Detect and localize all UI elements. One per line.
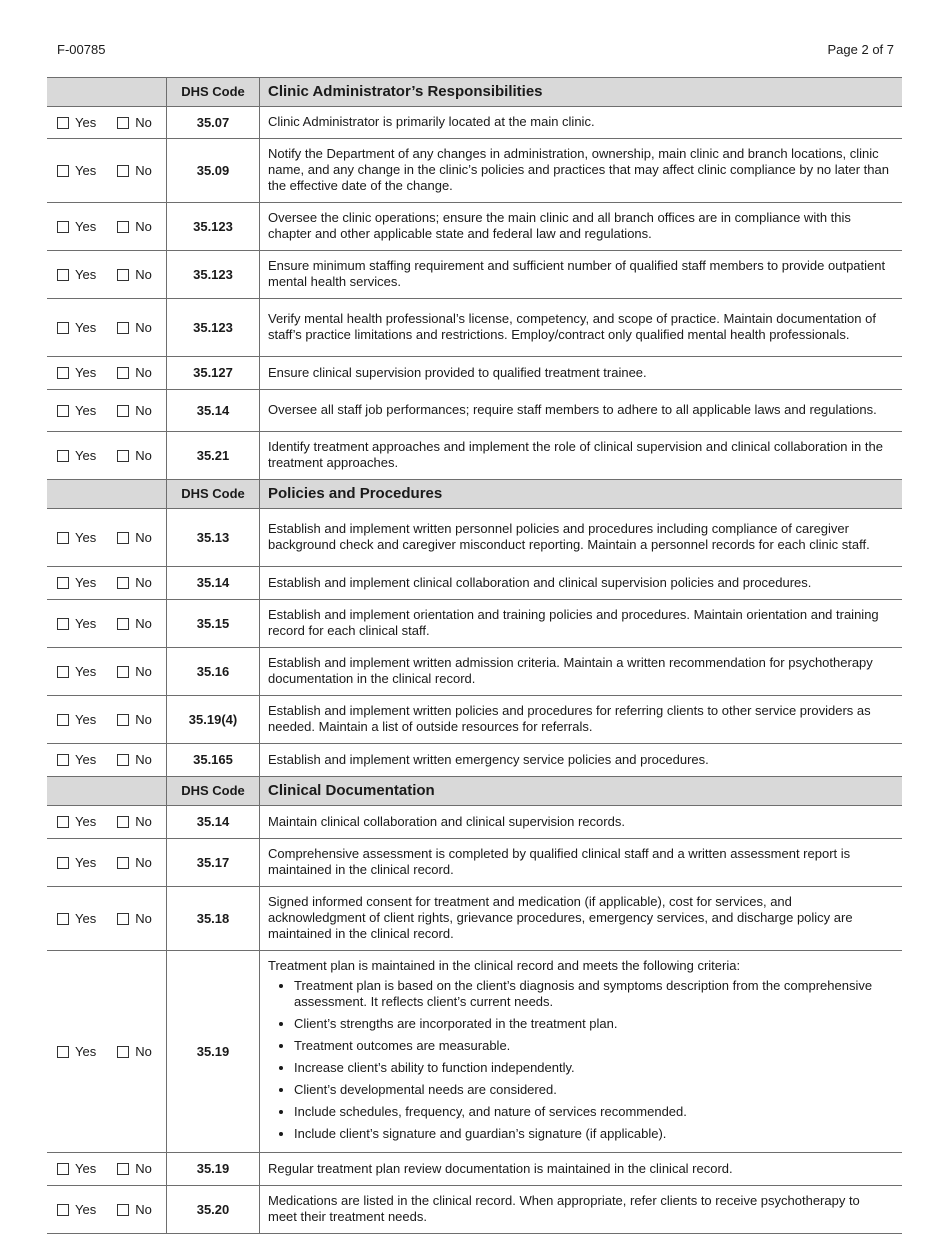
no-label: No xyxy=(135,615,152,631)
no-option[interactable] xyxy=(117,1161,152,1177)
yes-checkbox[interactable] xyxy=(57,367,69,379)
yes-no-cell xyxy=(47,567,167,600)
no-checkbox[interactable] xyxy=(117,405,129,417)
yes-option[interactable] xyxy=(57,712,96,728)
requirement-text: Establish and implement written policies and procedures for referring clients to other service providers as needed. Maintain a list of outside resources for referrals. xyxy=(268,703,871,734)
yes-option[interactable] xyxy=(57,575,96,591)
yes-no-options xyxy=(47,115,166,131)
no-option[interactable] xyxy=(117,911,152,927)
no-option[interactable] xyxy=(117,320,152,336)
no-option[interactable] xyxy=(117,575,152,591)
yes-no-options xyxy=(47,1161,166,1177)
checklist-row xyxy=(47,509,902,567)
yes-option[interactable] xyxy=(57,616,96,632)
no-label: No xyxy=(135,1043,152,1059)
checklist-row xyxy=(47,139,902,203)
section-title: Clinical Documentation xyxy=(260,777,903,806)
yes-checkbox[interactable] xyxy=(57,577,69,589)
yes-no-options xyxy=(47,403,166,419)
criteria-item: • Treatment plan is based on the client’s diagnosis and symptoms description from the comprehensive assessment. It reflects client’s current needs. xyxy=(294,978,892,1010)
yes-no-options xyxy=(47,664,166,680)
yes-label: Yes xyxy=(75,1201,97,1217)
yes-no-options xyxy=(47,712,166,728)
requirement-cell xyxy=(260,567,903,600)
no-option[interactable] xyxy=(117,616,152,632)
no-option[interactable] xyxy=(117,814,152,830)
requirement-cell xyxy=(260,600,903,648)
yes-label: Yes xyxy=(75,402,97,418)
criteria-item: • Include schedules, frequency, and nature of services recommended. xyxy=(294,1104,892,1120)
yes-checkbox[interactable] xyxy=(57,405,69,417)
checklist-row xyxy=(47,951,902,1153)
yes-no-options xyxy=(47,219,166,235)
yes-label: Yes xyxy=(75,1161,97,1176)
yes-no-options xyxy=(47,267,166,283)
yes-label: Yes xyxy=(75,218,97,234)
yes-label: Yes xyxy=(75,266,97,282)
yes-no-options xyxy=(47,163,166,179)
yes-no-options xyxy=(47,530,166,546)
requirement-text: Comprehensive assessment is completed by qualified clinical staff and a written assessment report is maintained in the clinical record. xyxy=(268,846,851,877)
checklist-row xyxy=(47,1153,902,1186)
no-label: No xyxy=(135,162,152,178)
yes-checkbox[interactable] xyxy=(57,165,69,177)
yes-no-cell xyxy=(47,1186,167,1234)
dhs-code: 35.165 xyxy=(167,744,260,777)
yes-option[interactable] xyxy=(57,752,96,768)
criteria-item: • Treatment outcomes are measurable. xyxy=(294,1038,892,1054)
yes-label: Yes xyxy=(75,319,97,335)
requirement-cell xyxy=(260,203,903,251)
no-checkbox[interactable] xyxy=(117,221,129,233)
no-checkbox[interactable] xyxy=(117,165,129,177)
yes-no-options xyxy=(47,1044,166,1060)
dhs-code: 35.19 xyxy=(167,1153,260,1186)
requirement-cell xyxy=(260,251,903,299)
no-checkbox[interactable] xyxy=(117,618,129,630)
yes-checkbox[interactable] xyxy=(57,714,69,726)
no-label: No xyxy=(135,266,152,282)
dhs-code-header: DHS Code xyxy=(167,777,260,806)
yes-no-cell xyxy=(47,509,167,567)
dhs-code: 35.07 xyxy=(167,107,260,139)
no-checkbox[interactable] xyxy=(117,1046,129,1058)
no-checkbox[interactable] xyxy=(117,1163,129,1175)
no-checkbox[interactable] xyxy=(117,450,129,462)
yes-option[interactable] xyxy=(57,163,96,179)
checklist-row xyxy=(47,887,902,951)
yes-no-cell xyxy=(47,203,167,251)
yes-label: Yes xyxy=(75,365,97,380)
yes-option[interactable] xyxy=(57,115,96,131)
yes-no-options xyxy=(47,448,166,464)
no-label: No xyxy=(135,319,152,335)
checklist-table xyxy=(47,77,902,1234)
no-checkbox[interactable] xyxy=(117,532,129,544)
no-option[interactable] xyxy=(117,163,152,179)
yes-label: Yes xyxy=(75,114,97,130)
section-header xyxy=(47,777,902,806)
yes-no-cell xyxy=(47,806,167,839)
yes-no-cell xyxy=(47,887,167,951)
requirement-cell xyxy=(260,839,903,887)
requirement-text: Medications are listed in the clinical record. When appropriate, refer clients to receive psychotherapy to meet their treatment needs. xyxy=(268,1193,860,1224)
yes-no-cell xyxy=(47,600,167,648)
yes-label: Yes xyxy=(75,615,97,631)
dhs-code: 35.14 xyxy=(167,390,260,432)
section-header-spacer xyxy=(47,78,167,107)
dhs-code: 35.17 xyxy=(167,839,260,887)
checklist-row xyxy=(47,432,902,480)
yes-checkbox[interactable] xyxy=(57,532,69,544)
yes-checkbox[interactable] xyxy=(57,450,69,462)
page-number: Page 2 of 7 xyxy=(827,42,894,57)
yes-no-options xyxy=(47,365,166,381)
no-checkbox[interactable] xyxy=(117,1204,129,1216)
no-option[interactable] xyxy=(117,267,152,283)
checklist-row xyxy=(47,600,902,648)
yes-no-options xyxy=(47,814,166,830)
requirement-cell xyxy=(260,357,903,390)
yes-checkbox[interactable] xyxy=(57,1163,69,1175)
form-number: F-00785 xyxy=(57,42,106,57)
criteria-item: • Client’s strengths are incorporated in the treatment plan. xyxy=(294,1016,892,1032)
requirement-text: Clinic Administrator is primarily located at the main clinic. xyxy=(268,114,595,129)
no-checkbox[interactable] xyxy=(117,913,129,925)
dhs-code: 35.14 xyxy=(167,567,260,600)
no-label: No xyxy=(135,529,152,545)
yes-no-options xyxy=(47,1202,166,1218)
no-checkbox[interactable] xyxy=(117,857,129,869)
criteria-item: • Include client’s signature and guardian’s signature (if applicable). xyxy=(294,1126,892,1142)
yes-no-options xyxy=(47,575,166,591)
section-title: Clinic Administrator’s Responsibilities xyxy=(260,78,903,107)
checklist-row xyxy=(47,806,902,839)
yes-option[interactable] xyxy=(57,911,96,927)
yes-no-cell xyxy=(47,357,167,390)
requirement-cell xyxy=(260,951,903,1153)
dhs-code: 35.20 xyxy=(167,1186,260,1234)
yes-no-cell xyxy=(47,951,167,1153)
no-option[interactable] xyxy=(117,1202,152,1218)
yes-checkbox[interactable] xyxy=(57,1204,69,1216)
no-label: No xyxy=(135,114,152,130)
dhs-code: 35.123 xyxy=(167,251,260,299)
requirement-text: Establish and implement written personnel policies and procedures including compliance of caregiver background check and caregiver misconduct reporting. Maintain a personnel records for each clinic staff. xyxy=(268,521,870,552)
yes-checkbox[interactable] xyxy=(57,322,69,334)
checklist-row xyxy=(47,696,902,744)
no-label: No xyxy=(135,1161,152,1176)
no-label: No xyxy=(135,447,152,463)
yes-option[interactable] xyxy=(57,320,96,336)
dhs-code: 35.16 xyxy=(167,648,260,696)
yes-checkbox[interactable] xyxy=(57,666,69,678)
requirement-text: Establish and implement clinical collaboration and clinical supervision policies and procedures. xyxy=(268,574,812,590)
yes-no-options xyxy=(47,616,166,632)
requirement-text: Establish and implement orientation and training policies and procedures. Maintain orientation and training record for each clinical staff. xyxy=(268,607,879,638)
dhs-code: 35.19(4) xyxy=(167,696,260,744)
checklist-row xyxy=(47,390,902,432)
requirement-text: Identify treatment approaches and implement the role of clinical supervision and clinical collaboration in the treatment approaches. xyxy=(268,439,883,470)
checklist-row xyxy=(47,203,902,251)
no-label: No xyxy=(135,365,152,380)
yes-option[interactable] xyxy=(57,365,96,381)
no-option[interactable] xyxy=(117,664,152,680)
requirement-cell xyxy=(260,1153,903,1186)
dhs-code: 35.13 xyxy=(167,509,260,567)
section-header-spacer xyxy=(47,480,167,509)
checklist-row xyxy=(47,567,902,600)
requirement-text: Regular treatment plan review documentation is maintained in the clinical record. xyxy=(268,1160,733,1176)
yes-checkbox[interactable] xyxy=(57,913,69,925)
requirement-text: Oversee all staff job performances; require staff members to adhere to all applicable laws and regulations. xyxy=(268,402,877,417)
checklist-row xyxy=(47,251,902,299)
yes-no-cell xyxy=(47,648,167,696)
requirement-cell xyxy=(260,887,903,951)
checklist-row xyxy=(47,744,902,777)
no-label: No xyxy=(135,402,152,418)
no-option[interactable] xyxy=(117,448,152,464)
requirement-text: Verify mental health professional’s license, competency, and scope of practice. Maintain documentation of staff’s practice limitations and restrictions. Employ/contract only qualified mental health professionals. xyxy=(268,311,876,342)
yes-no-cell xyxy=(47,1153,167,1186)
requirement-cell xyxy=(260,696,903,744)
no-checkbox[interactable] xyxy=(117,367,129,379)
dhs-code: 35.18 xyxy=(167,887,260,951)
requirement-text: Maintain clinical collaboration and clinical supervision records. xyxy=(268,813,625,829)
no-label: No xyxy=(135,218,152,234)
no-option[interactable] xyxy=(117,855,152,871)
no-checkbox[interactable] xyxy=(117,816,129,828)
yes-option[interactable] xyxy=(57,1044,96,1060)
no-checkbox[interactable] xyxy=(117,714,129,726)
requirement-cell xyxy=(260,107,903,139)
yes-label: Yes xyxy=(75,575,97,590)
yes-checkbox[interactable] xyxy=(57,117,69,129)
no-label: No xyxy=(135,1201,152,1217)
checklist-row xyxy=(47,839,902,887)
yes-checkbox[interactable] xyxy=(57,221,69,233)
yes-checkbox[interactable] xyxy=(57,816,69,828)
yes-option[interactable] xyxy=(57,664,96,680)
yes-no-cell xyxy=(47,696,167,744)
criteria-item: • Client’s developmental needs are considered. xyxy=(294,1082,892,1098)
requirement-text: Ensure clinical supervision provided to qualified treatment trainee. xyxy=(268,364,647,380)
no-option[interactable] xyxy=(117,530,152,546)
no-label: No xyxy=(135,814,152,829)
no-label: No xyxy=(135,752,152,767)
requirement-cell xyxy=(260,139,903,203)
yes-no-cell xyxy=(47,432,167,480)
requirement-text: Establish and implement written admission criteria. Maintain a written recommendation for psychotherapy documentation in the clinical record. xyxy=(268,655,873,686)
yes-label: Yes xyxy=(75,814,97,829)
yes-no-options xyxy=(47,320,166,336)
yes-label: Yes xyxy=(75,162,97,178)
checklist-row xyxy=(47,357,902,390)
requirement-text: Notify the Department of any changes in administration, ownership, main clinic and branch locations, clinic name, and any change in the clinic’s policies and practices that may affect clinic compliance by no later than the effective date of the change. xyxy=(268,146,889,193)
yes-label: Yes xyxy=(75,1043,97,1059)
yes-checkbox[interactable] xyxy=(57,857,69,869)
section-title: Policies and Procedures xyxy=(260,480,903,509)
no-checkbox[interactable] xyxy=(117,666,129,678)
dhs-code: 35.123 xyxy=(167,299,260,357)
yes-no-cell xyxy=(47,744,167,777)
dhs-code-header: DHS Code xyxy=(167,78,260,107)
yes-option[interactable] xyxy=(57,530,96,546)
requirement-cell xyxy=(260,806,903,839)
yes-no-cell xyxy=(47,390,167,432)
no-checkbox[interactable] xyxy=(117,269,129,281)
no-checkbox[interactable] xyxy=(117,754,129,766)
requirement-cell xyxy=(260,648,903,696)
no-label: No xyxy=(135,575,152,590)
no-option[interactable] xyxy=(117,219,152,235)
no-option[interactable] xyxy=(117,1044,152,1060)
yes-option[interactable] xyxy=(57,448,96,464)
no-option[interactable] xyxy=(117,115,152,131)
requirement-cell xyxy=(260,1186,903,1234)
no-option[interactable] xyxy=(117,752,152,768)
yes-option[interactable] xyxy=(57,855,96,871)
no-option[interactable] xyxy=(117,365,152,381)
checklist-row xyxy=(47,1186,902,1234)
requirement-cell xyxy=(260,432,903,480)
dhs-code-header: DHS Code xyxy=(167,480,260,509)
yes-option[interactable] xyxy=(57,1202,96,1218)
yes-label: Yes xyxy=(75,711,97,727)
yes-label: Yes xyxy=(75,910,97,926)
yes-no-cell xyxy=(47,839,167,887)
no-option[interactable] xyxy=(117,712,152,728)
requirement-cell xyxy=(260,299,903,357)
yes-option[interactable] xyxy=(57,403,96,419)
requirement-text: Ensure minimum staffing requirement and sufficient number of qualified staff members to provide outpatient mental health services. xyxy=(268,258,886,289)
yes-checkbox[interactable] xyxy=(57,269,69,281)
yes-no-cell xyxy=(47,299,167,357)
no-checkbox[interactable] xyxy=(117,117,129,129)
yes-option[interactable] xyxy=(57,814,96,830)
requirement-text: Oversee the clinic operations; ensure the main clinic and all branch offices are in compliance with this chapter and other applicable state and federal law and regulations. xyxy=(268,210,851,241)
checklist-row xyxy=(47,299,902,357)
yes-no-cell xyxy=(47,251,167,299)
no-label: No xyxy=(135,711,152,727)
dhs-code: 35.14 xyxy=(167,806,260,839)
yes-label: Yes xyxy=(75,752,97,767)
yes-checkbox[interactable] xyxy=(57,754,69,766)
checklist-row xyxy=(47,648,902,696)
yes-option[interactable] xyxy=(57,1161,96,1177)
dhs-code: 35.21 xyxy=(167,432,260,480)
dhs-code: 35.09 xyxy=(167,139,260,203)
no-label: No xyxy=(135,910,152,926)
yes-checkbox[interactable] xyxy=(57,1046,69,1058)
yes-option[interactable] xyxy=(57,267,96,283)
yes-no-options xyxy=(47,911,166,927)
requirement-cell xyxy=(260,509,903,567)
dhs-code: 35.19 xyxy=(167,951,260,1153)
yes-no-options xyxy=(47,855,166,871)
yes-option[interactable] xyxy=(57,219,96,235)
requirement-text: Treatment plan is maintained in the clinical record and meets the following criteria: xyxy=(268,958,741,973)
yes-label: Yes xyxy=(75,663,97,679)
yes-no-cell xyxy=(47,139,167,203)
no-label: No xyxy=(135,663,152,679)
criteria-list xyxy=(268,978,892,1142)
no-checkbox[interactable] xyxy=(117,577,129,589)
section-header-spacer xyxy=(47,777,167,806)
no-checkbox[interactable] xyxy=(117,322,129,334)
dhs-code: 35.123 xyxy=(167,203,260,251)
requirement-text: Establish and implement written emergency service policies and procedures. xyxy=(268,751,709,767)
requirement-text: Signed informed consent for treatment and medication (if applicable), cost for services, and acknowledgment of client rights, grievance procedures, emergency services, and discharge policy are maintained in the clinical record. xyxy=(268,894,853,941)
yes-no-cell xyxy=(47,107,167,139)
requirement-cell xyxy=(260,744,903,777)
no-option[interactable] xyxy=(117,403,152,419)
yes-label: Yes xyxy=(75,529,97,545)
criteria-item: • Increase client’s ability to function independently. xyxy=(294,1060,892,1076)
no-label: No xyxy=(135,854,152,870)
section-header xyxy=(47,78,902,107)
dhs-code: 35.127 xyxy=(167,357,260,390)
dhs-code: 35.15 xyxy=(167,600,260,648)
yes-no-options xyxy=(47,752,166,768)
yes-label: Yes xyxy=(75,447,97,463)
checklist-row xyxy=(47,107,902,139)
section-header xyxy=(47,480,902,509)
yes-checkbox[interactable] xyxy=(57,618,69,630)
yes-label: Yes xyxy=(75,854,97,870)
requirement-cell xyxy=(260,390,903,432)
